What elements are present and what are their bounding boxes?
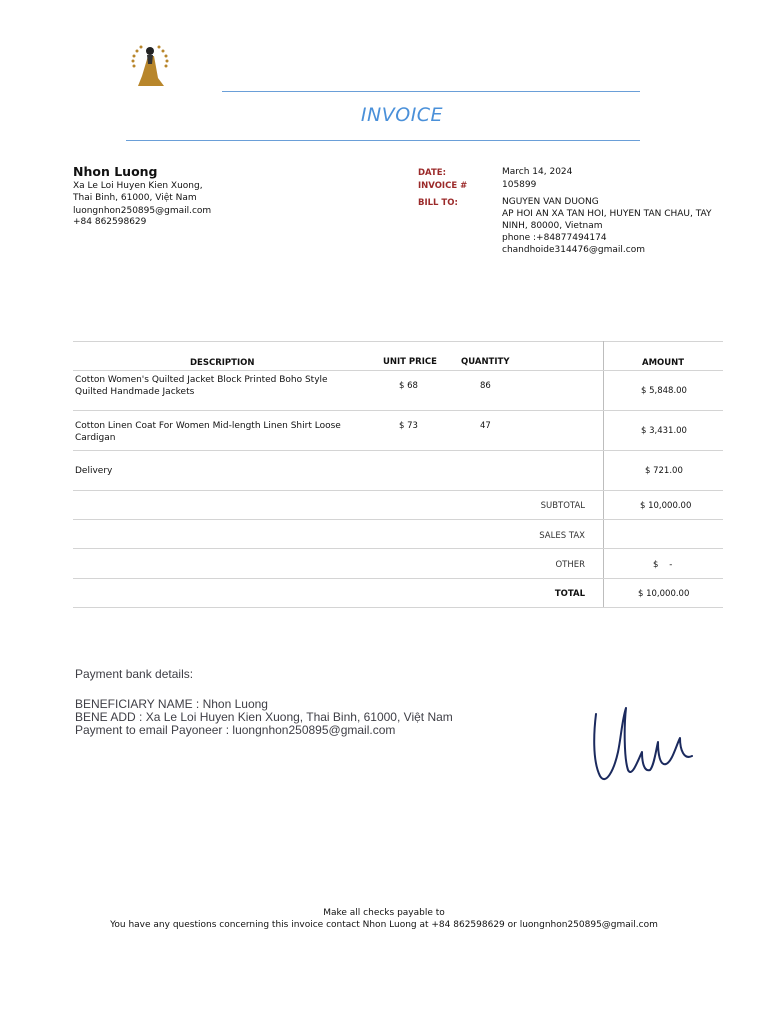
amount-column-divider xyxy=(603,341,604,607)
row-amount: $ 5,848.00 xyxy=(641,386,687,396)
seller-address-line2: Thai Binh, 61000, Việt Nam xyxy=(73,193,197,203)
table-row xyxy=(75,374,328,398)
summary-rule xyxy=(73,519,723,520)
invoice-number-label: INVOICE # xyxy=(418,181,468,191)
seller-address-line1: Xa Le Loi Huyen Kien Xuong, xyxy=(73,181,203,191)
payment-heading: Payment bank details: xyxy=(75,667,194,681)
seller-phone: +84 862598629 xyxy=(73,217,147,227)
bill-to-phone: phone :+84877494174 xyxy=(502,233,607,243)
header-unit-price: UNIT PRICE xyxy=(383,357,437,367)
other-value: $ - xyxy=(653,560,673,570)
summary-rule xyxy=(73,548,723,549)
summary-rule xyxy=(73,578,723,579)
title-bottom-rule xyxy=(126,140,640,141)
payment-beneficiary: BENEFICIARY NAME : Nhon Luong xyxy=(75,697,268,711)
row-unit-price: $ 68 xyxy=(399,381,418,391)
seller-name: Nhon Luong xyxy=(73,164,158,179)
bill-to-address-line1: AP HOI AN XA TAN HOI, HUYEN TAN CHAU, TAY xyxy=(502,209,712,219)
bill-to-name: NGUYEN VAN DUONG xyxy=(502,197,599,207)
row-amount: $ 3,431.00 xyxy=(641,426,687,436)
row-rule xyxy=(73,450,723,451)
row-quantity: 86 xyxy=(480,381,491,391)
title-top-rule xyxy=(222,91,640,92)
header-amount: AMOUNT xyxy=(642,358,685,368)
row-rule xyxy=(73,410,723,411)
seller-email: luongnhon250895@gmail.com xyxy=(73,206,212,216)
row-description-line2: Quilted Handmade Jackets xyxy=(75,387,195,397)
row-amount: $ 721.00 xyxy=(645,466,683,476)
footer-contact: You have any questions concerning this invoice contact Nhon Luong at +84 862598629 or luongnhon250895@gmail.com xyxy=(110,920,658,930)
company-logo-icon xyxy=(128,42,172,88)
row-description-line1: Cotton Women's Quilted Jacket Block Printed Boho Style xyxy=(75,375,328,385)
bill-to-label: BILL TO: xyxy=(418,198,458,208)
date-label: DATE: xyxy=(418,168,446,178)
payment-address: BENE ADD : Xa Le Loi Huyen Kien Xuong, Thai Binh, 61000, Việt Nam xyxy=(75,710,453,724)
row-description-line2: Cardigan xyxy=(75,433,116,443)
table-row xyxy=(75,466,112,476)
row-unit-price: $ 73 xyxy=(399,421,418,431)
header-quantity: QUANTITY xyxy=(461,357,510,367)
row-description-line1: Cotton Linen Coat For Women Mid-length Linen Shirt Loose xyxy=(75,421,341,431)
invoice-number-value: 105899 xyxy=(502,180,537,190)
table-row xyxy=(75,420,341,444)
footer-checks-payable: Make all checks payable to xyxy=(323,908,445,918)
subtotal-label: SUBTOTAL xyxy=(540,501,585,511)
subtotal-value: $ 10,000.00 xyxy=(640,501,692,511)
table-top-rule xyxy=(73,341,723,342)
row-description-line1: Delivery xyxy=(75,466,113,476)
header-rule xyxy=(73,370,723,371)
bill-to-address-line2: NINH, 80000, Vietnam xyxy=(502,221,603,231)
table-bottom-rule xyxy=(73,607,723,608)
total-value: $ 10,000.00 xyxy=(638,589,690,599)
sales-tax-label: SALES TAX xyxy=(539,531,585,541)
header-description: DESCRIPTION xyxy=(190,358,255,368)
payment-email: Payment to email Payoneer : luongnhon250895@gmail.com xyxy=(75,723,396,737)
row-quantity: 47 xyxy=(480,421,491,431)
other-label: OTHER xyxy=(555,560,585,570)
date-value: March 14, 2024 xyxy=(502,167,573,177)
row-rule xyxy=(73,490,723,491)
invoice-title: INVOICE xyxy=(360,104,444,126)
bill-to-email: chandhoide314476@gmail.com xyxy=(502,245,645,255)
signature-icon xyxy=(588,700,698,788)
total-label: TOTAL xyxy=(554,589,585,599)
